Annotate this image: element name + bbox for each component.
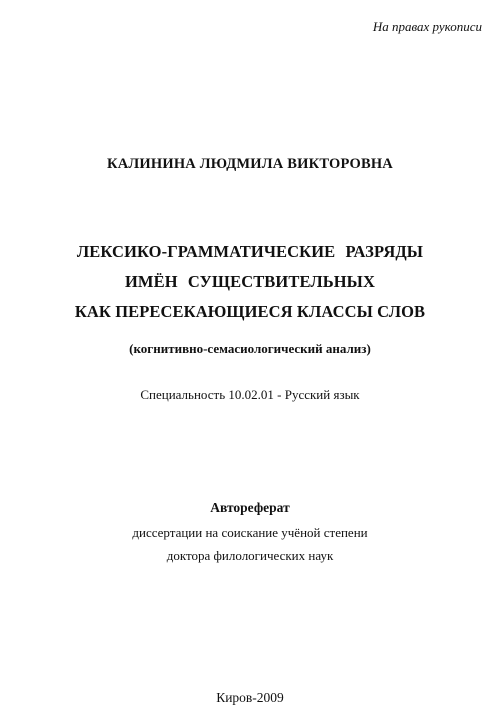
document-type: Автореферат	[210, 500, 290, 515]
specialty-line: Специальность 10.02.01 - Русский язык	[140, 387, 360, 402]
place-and-year: Киров-2009	[216, 690, 284, 705]
title-line-1: ЛЕКСИКО-ГРАММАТИЧЕСКИЕ РАЗРЯДЫ	[76, 242, 424, 261]
manuscript-rights-note: На правах рукописи	[372, 19, 482, 34]
title-line-2: ИМЁН СУЩЕСТВИТЕЛЬНЫХ	[124, 272, 375, 291]
title-line-3: КАК ПЕРЕСЕКАЮЩИЕСЯ КЛАССЫ СЛОВ	[74, 302, 426, 321]
author-name: КАЛИНИНА ЛЮДМИЛА ВИКТОРОВНА	[107, 156, 393, 172]
document-description-line-2: доктора филологических наук	[166, 548, 334, 563]
document-description-line-1: диссертации на соискание учёной степени	[132, 525, 368, 540]
title-subtitle: (когнитивно-семасиологический анализ)	[129, 341, 371, 356]
